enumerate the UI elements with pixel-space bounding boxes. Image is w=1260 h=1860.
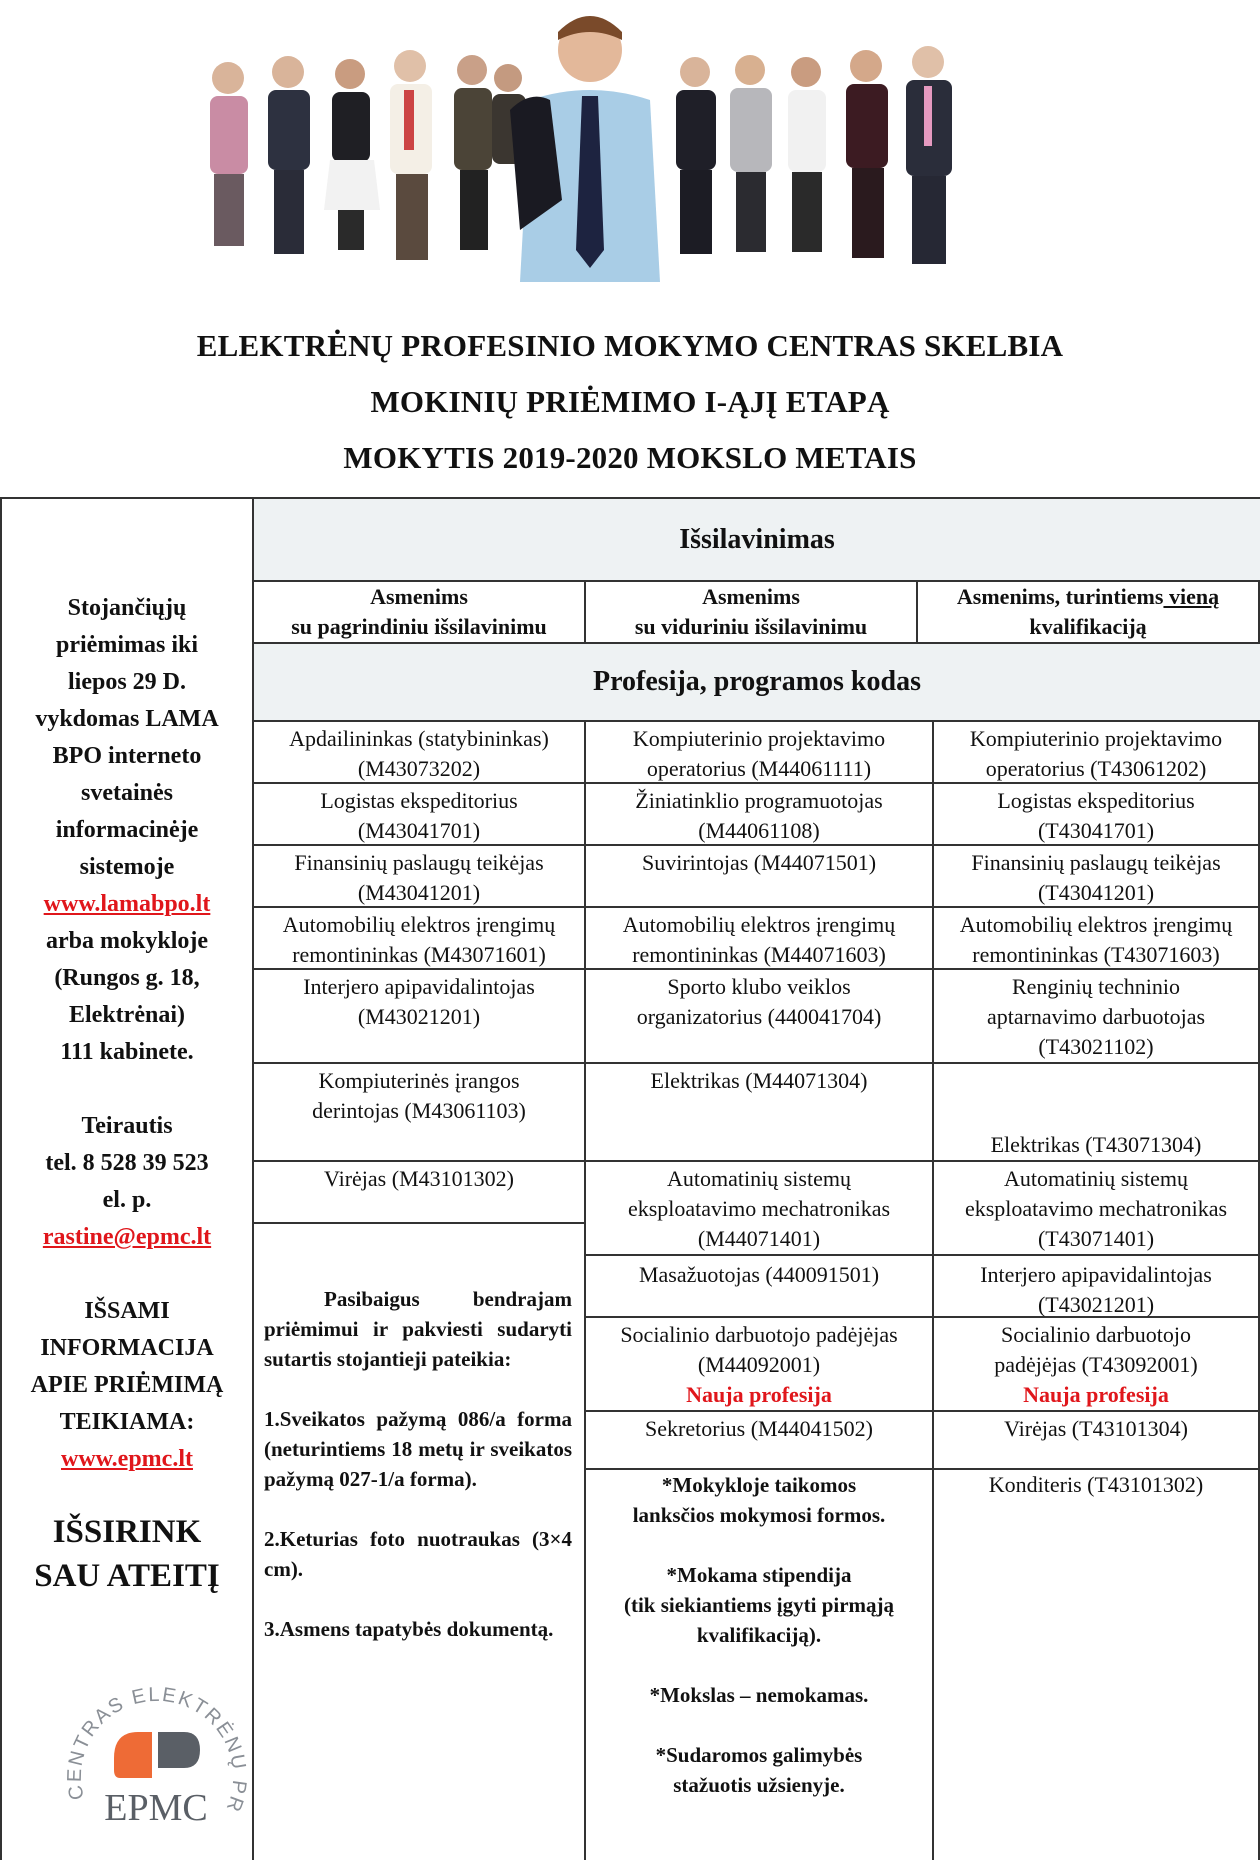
school-benefits (586, 1470, 932, 1800)
table-cell: Konditeris (T43101302) (988, 1472, 1204, 1497)
table-cell: Automobilių elektros įrengimų remontininkas (M44071603) (622, 912, 896, 967)
table-cell: Sekretorius (M44041502) (645, 1416, 873, 1441)
email-link[interactable]: rastine@epmc.lt (42, 1224, 212, 1250)
table-cell: Automobilių elektros įrengimų remontininkas (M43071601) (282, 912, 556, 967)
school-line: (Rungos g. 18, (54, 965, 200, 991)
table-cell: Automatinių sistemų eksploatavimo mechatronikas (M44071401) (627, 1166, 891, 1251)
table-cell: Masažuotojas (440091501) (638, 1262, 880, 1287)
logo-abbr: EPMC (104, 1787, 208, 1829)
table-cell: Elektrikas (M44071304) (650, 1068, 868, 1093)
profession-header: Profesija, programos kodas (254, 644, 1260, 720)
education-header: Išsilavinimas (254, 499, 1260, 580)
col2-header: Asmenims su viduriniu išsilavinimu (634, 584, 868, 639)
new-profession-badge: Nauja profesija (686, 1382, 832, 1407)
announcement-title (0, 318, 1260, 486)
benefit-line: (tik siekiantiems įgyti pirmąją (623, 1593, 895, 1617)
table-cell: Elektrikas (T43071304) (990, 1132, 1202, 1157)
epmc-logo (56, 1672, 256, 1860)
document-item: 1.Sveikatos pažymą 086/a forma (neturintiems 18 metų ir sveikatos pažymą 027-1/a forma). (264, 1407, 572, 1491)
benefit-line: *Mokykloje taikomos (661, 1473, 857, 1497)
phone-number: tel. 8 528 39 523 (45, 1150, 209, 1176)
benefit-line: lanksčios mokymosi formos. (632, 1503, 886, 1527)
table-cell: Renginių techninio aptarnavimo darbuotojas (T43021102) (986, 974, 1206, 1059)
table-cell: Finansinių paslaugų teikėjas (T43041201) (971, 850, 1221, 905)
table-cell: Kompiuterinės įrangos derintojas (M43061103) (312, 1068, 526, 1123)
intro-line: priėmimas iki (56, 632, 198, 658)
required-documents (264, 1284, 572, 1644)
table-cell: Automatinių sistemų eksploatavimo mechatronikas (T43071401) (964, 1166, 1228, 1251)
table-cell: Logistas ekspeditorius (M43041701) (320, 788, 518, 843)
slogan-line-1: IŠSIRINK (52, 1514, 202, 1550)
logo-ring-text: CENTRAS ELEKTRĖNŲ PR (63, 1683, 251, 1817)
intro-line: svetainės (81, 780, 173, 806)
slogan (0, 1510, 254, 1598)
staff-group-photo (190, 0, 1062, 282)
table-cell: Virėjas (M43101302) (324, 1166, 514, 1191)
info-line: APIE PRIĖMIMĄ (30, 1372, 224, 1398)
document-item: 3.Asmens tapatybės dokumentą. (264, 1617, 554, 1641)
col1-header: Asmenims su pagrindiniu išsilavinimu (291, 584, 547, 639)
table-cell: Socialinio darbuotojo padėjėjas (T43092001) Nauja profesija (934, 1320, 1258, 1410)
intro-line: sistemoje (79, 854, 175, 880)
info-line: INFORMACIJA (40, 1335, 214, 1361)
table-cell: Automobilių elektros įrengimų remontininkas (T43071603) (959, 912, 1233, 967)
benefit-line: *Mokama stipendija (666, 1563, 852, 1587)
table-cell: Logistas ekspeditorius (T43041701) (997, 788, 1195, 843)
col3-header: Asmenims, turintiems vieną kvalifikaciją (956, 584, 1220, 639)
school-line: arba mokykloje (46, 928, 208, 954)
table-cell: Sporto klubo veiklos organizatorius (440041704) (636, 974, 882, 1029)
contact-line: Teirautis (81, 1113, 173, 1139)
table-cell: Interjero apipavidalintojas (T43021201) (980, 1262, 1212, 1317)
table-cell: Apdailininkas (statybininkas) (M43073202) (289, 726, 549, 781)
table-cell: Socialinio darbuotojo padėjėjas (M44092001) Nauja profesija (586, 1320, 932, 1410)
table-cell: Žiniatinklio programuotojas (M44061108) (635, 788, 883, 843)
intro-line: Stojančiųjų (67, 595, 187, 621)
documents-intro: Pasibaigus bendrajam priėmimui ir pakviesti sudaryti sutartis stojantieji pateikia: (264, 1287, 572, 1371)
benefit-line: stažuotis užsienyje. (673, 1773, 845, 1797)
title-line-2: MOKINIŲ PRIĖMIMO I-ĄJĮ ETAPĄ (370, 384, 890, 419)
title-line-3: MOKYTIS 2019-2020 MOKSLO METAIS (343, 440, 917, 475)
slogan-line-2: SAU ATEITĮ (34, 1558, 220, 1594)
benefit-line: *Mokslas – nemokamas. (649, 1683, 869, 1707)
table-cell: Kompiuterinio projektavimo operatorius (M44061111) (632, 726, 886, 781)
table-cell: Interjero apipavidalintojas (M43021201) (303, 974, 535, 1029)
title-line-1: ELEKTRĖNŲ PROFESINIO MOKYMO CENTRAS SKELBIA (196, 328, 1064, 363)
contact-line: el. p. (102, 1187, 152, 1213)
document-item: 2.Keturias foto nuotraukas (3×4 cm). (264, 1527, 572, 1581)
intro-line: BPO interneto (52, 743, 202, 769)
lamabpo-link[interactable]: www.lamabpo.lt (43, 891, 211, 917)
epmc-link[interactable]: www.epmc.lt (61, 1446, 193, 1472)
intro-line: liepos 29 D. (67, 669, 186, 695)
school-line: 111 kabinete. (60, 1039, 194, 1065)
new-profession-badge: Nauja profesija (1023, 1382, 1169, 1407)
admission-info-column (2, 498, 252, 1860)
benefit-line: kvalifikaciją). (696, 1623, 822, 1647)
info-line: TEIKIAMA: (59, 1409, 195, 1435)
table-cell: Finansinių paslaugų teikėjas (M43041201) (294, 850, 544, 905)
school-line: Elektrėnai) (69, 1002, 185, 1028)
info-line: IŠSAMI (84, 1298, 170, 1324)
intro-line: informacinėje (55, 817, 199, 843)
table-cell: Kompiuterinio projektavimo operatorius (T43061202) (969, 726, 1223, 781)
intro-line: vykdomas LAMA (35, 706, 219, 732)
table-cell: Virėjas (T43101304) (1004, 1416, 1188, 1441)
benefit-line: *Sudaromos galimybės (655, 1743, 863, 1767)
table-cell: Suvirintojas (M44071501) (641, 850, 877, 875)
